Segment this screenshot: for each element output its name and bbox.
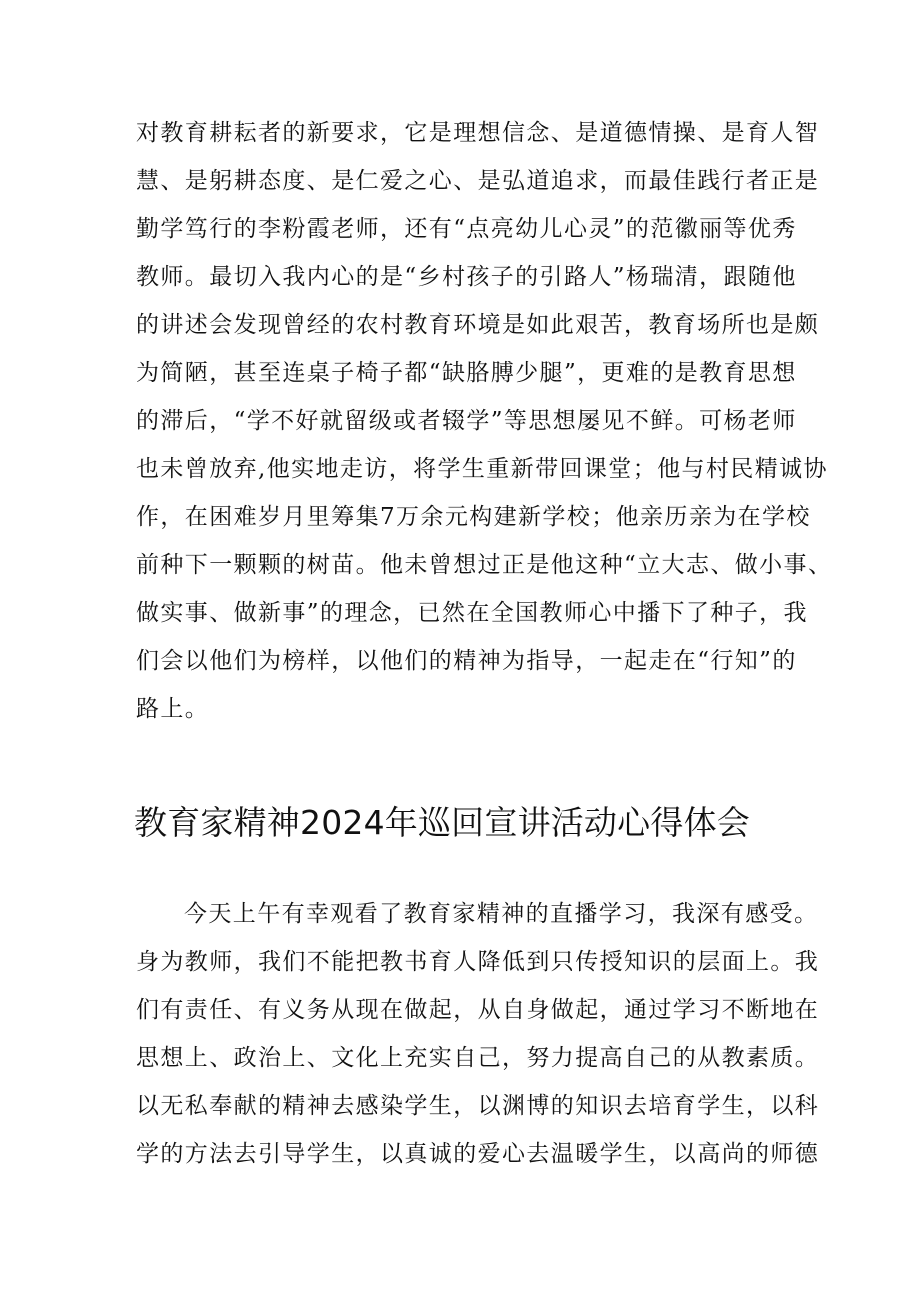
section-heading: 教育家精神2024年巡回宣讲活动心得体会 — [134, 803, 750, 842]
body-paragraph-1 — [136, 109, 833, 733]
body-paragraph-2 — [136, 890, 820, 1178]
paragraph-line: 身为教师，我们不能把教书育人降低到只传授知识的层面上。我 — [136, 949, 820, 975]
paragraph-line: 勤学笃行的李粉霞老师，还有“点亮幼儿心灵”的范徽丽等优秀 — [136, 216, 797, 242]
paragraph-line: 对教育耕耘者的新要求，它是理想信念、是道德情操、是育人智 — [136, 120, 820, 146]
paragraph-line: 以无私奉献的精神去感染学生，以渊博的知识去培育学生，以科 — [136, 1093, 820, 1119]
paragraph-line: 的讲述会发现曾经的农村教育环境是如此艰苦，教育场所也是颇 — [136, 312, 820, 338]
paragraph-line: 学的方法去引导学生，以真诚的爱心去温暖学生，以高尚的师德 — [136, 1141, 820, 1167]
paragraph-line: 为简陋，甚至连桌子椅子都“缺胳膊少腿”，更难的是教育思想 — [136, 360, 797, 386]
paragraph-line: 做实事、做新事”的理念，已然在全国教师心中播下了种子，我 — [136, 600, 808, 626]
paragraph-line: 作，在困难岁月里筹集7万余元构建新学校；他亲历亲为在学校 — [136, 504, 811, 530]
paragraph-line: 教师。最切入我内心的是“乡村孩子的引路人”杨瑞清，跟随他 — [136, 264, 797, 290]
paragraph-line: 前种下一颗颗的树苗。他未曾想过正是他这种“立大志、做小事、 — [136, 552, 833, 578]
paragraph-line: 慧、是躬耕态度、是仁爱之心、是弘道追求，而最佳践行者正是 — [136, 168, 820, 194]
paragraph-line: 的滞后，“学不好就留级或者辍学”等思想屡见不鲜。可杨老师 — [136, 408, 797, 434]
paragraph-line: 路上。 — [136, 696, 210, 722]
paragraph-line: 思想上、政治上、文化上充实自己，努力提高自己的从教素质。 — [136, 1045, 820, 1071]
paragraph-line: 们有责任、有义务从现在做起，从自身做起，通过学习不断地在 — [136, 997, 820, 1023]
paragraph-line: 也未曾放弃,他实地走访，将学生重新带回课堂；他与村民精诚协 — [136, 456, 828, 482]
paragraph-line: 们会以他们为榜样，以他们的精神为指导，一起走在“行知”的 — [136, 648, 797, 674]
paragraph-line: 今天上午有幸观看了教育家精神的直播学习，我深有感受。 — [184, 901, 819, 927]
